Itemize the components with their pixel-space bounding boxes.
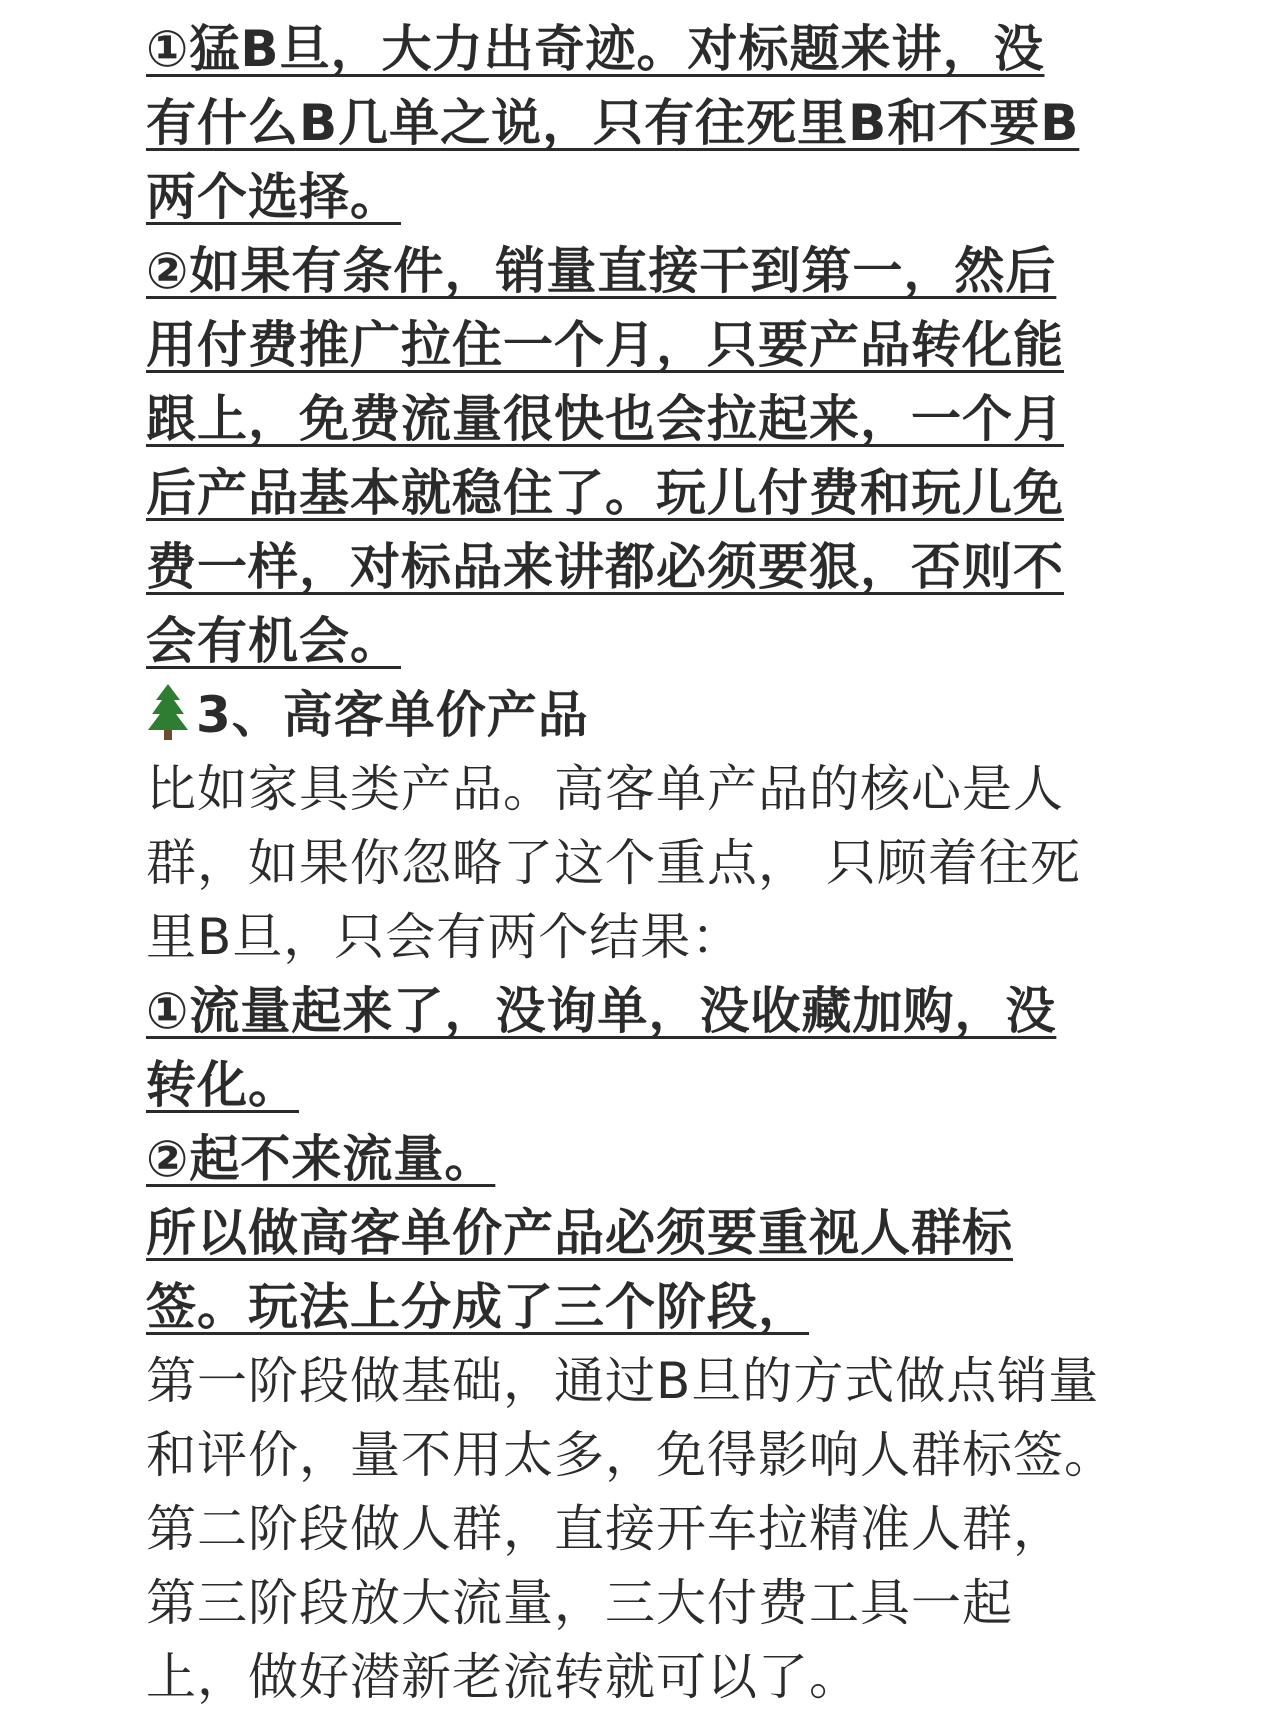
bold-paragraph-line: 用付费推广拉住一个月，只要产品转化能 (146, 316, 1064, 374)
bold-paragraph-line: 会有机会。 (146, 612, 401, 670)
paragraph-line: 和评价，量不用太多，免得影响人群标签。 (146, 1426, 1115, 1484)
bold-paragraph-line: ①流量起来了，没询单，没收藏加购，没 (146, 982, 1057, 1040)
paragraph-line: 比如家具类产品。高客单产品的核心是人 (146, 760, 1064, 818)
paragraph-line: 第三阶段放大流量，三大付费工具一起 (146, 1574, 1013, 1632)
bold-paragraph-line: 有什么B几单之说，只有往死里B和不要B (146, 94, 1080, 152)
bold-paragraph-line: 跟上，免费流量很快也会拉起来，一个月 (146, 390, 1064, 448)
bold-paragraph-line: 后产品基本就稳住了。玩儿付费和玩儿免 (146, 464, 1064, 522)
document-body (146, 12, 1246, 1714)
bold-paragraph-line: 所以做高客单价产品必须要重视人群标 (146, 1204, 1013, 1262)
paragraph-line: 群，如果你忽略了这个重点， 只顾着往死 (146, 834, 1081, 892)
section-heading-text: 3、高客单价产品 (196, 686, 589, 744)
bold-paragraph-line: 两个选择。 (146, 168, 401, 226)
paragraph-line: 里B旦，只会有两个结果： (146, 908, 743, 966)
bold-paragraph-line: 费一样，对标品来讲都必须要狠，否则不 (146, 538, 1064, 596)
section-heading (146, 678, 1246, 752)
evergreen-tree-icon (146, 682, 190, 742)
bold-paragraph-line: ②如果有条件，销量直接干到第一，然后 (146, 242, 1057, 300)
bold-paragraph-line: ①猛B旦，大力出奇迹。对标题来讲，没 (146, 20, 1045, 78)
paragraph-line: 第一阶段做基础，通过B旦的方式做点销量 (146, 1352, 1100, 1410)
bold-paragraph-line: ②起不来流量。 (146, 1130, 496, 1188)
paragraph-line: 第二阶段做人群，直接开车拉精准人群， (146, 1500, 1064, 1558)
bold-paragraph-line: 转化。 (146, 1056, 299, 1114)
bold-paragraph-line: 签。玩法上分成了三个阶段， (146, 1278, 809, 1336)
paragraph-line: 上，做好潜新老流转就可以了。 (146, 1648, 860, 1706)
